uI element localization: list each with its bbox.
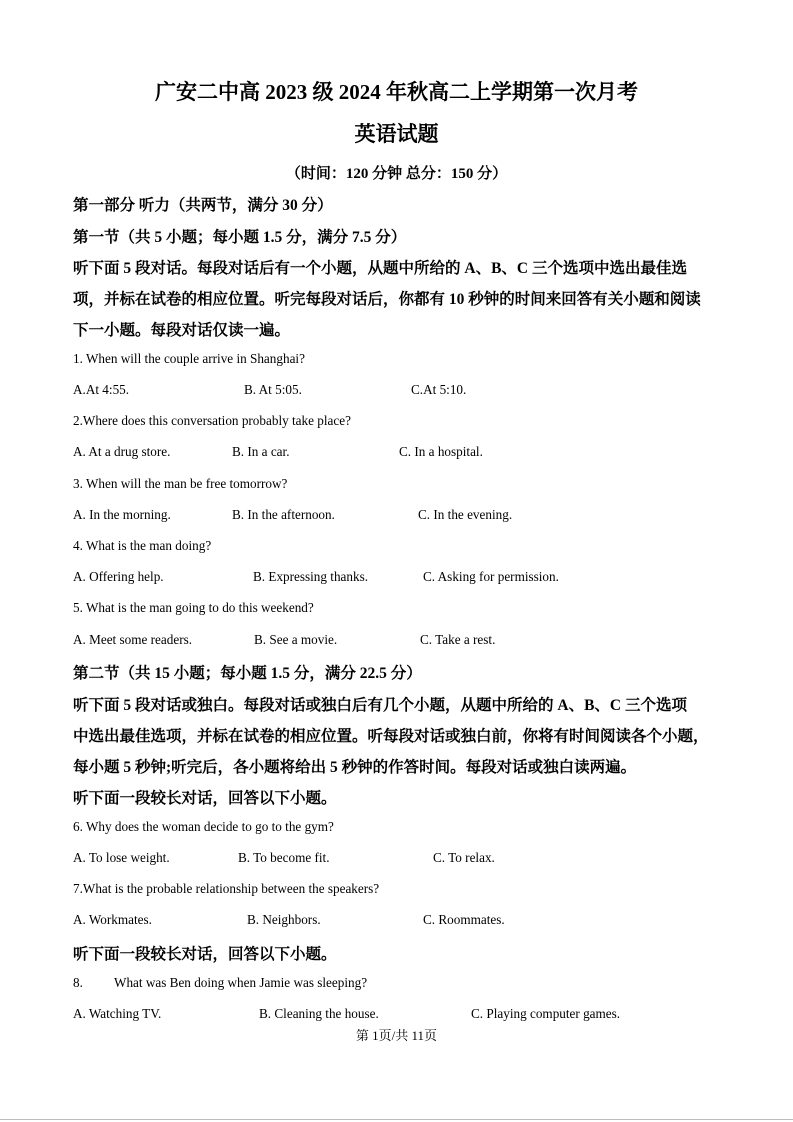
q6-option-b: B. To become fit. bbox=[238, 850, 330, 865]
q7-option-c: C. Roommates. bbox=[423, 912, 505, 927]
q1-option-b: B. At 5:05. bbox=[244, 382, 302, 397]
listen-prompt: 听下面一段较长对话，回答以下小题。 bbox=[73, 946, 337, 963]
section2-instruction-line: 中选出最佳选项，并标在试卷的相应位置。听每段对话或独白前，你将有时间阅读各个小题， bbox=[73, 728, 709, 745]
question-8: What was Ben doing when Jamie was sleeping? bbox=[114, 975, 368, 990]
q7-option-b: B. Neighbors. bbox=[247, 912, 321, 927]
question-7: 7.What is the probable relationship between the speakers? bbox=[73, 881, 380, 896]
q2-option-c: C. In a hospital. bbox=[399, 444, 483, 459]
q1-option-c: C.At 5:10. bbox=[411, 382, 467, 397]
section2-heading: 第二节（共 15 小题；每小题 1.5 分，满分 22.5 分） bbox=[73, 665, 422, 682]
q6-option-a: A. To lose weight. bbox=[73, 850, 170, 865]
exam-subtitle: 英语试题 bbox=[354, 122, 439, 146]
q8-option-a: A. Watching TV. bbox=[73, 1006, 162, 1021]
question-6: 6. Why does the woman decide to go to the gym? bbox=[73, 819, 334, 834]
q7-option-a: A. Workmates. bbox=[73, 912, 152, 927]
q3-option-b: B. In the afternoon. bbox=[232, 507, 335, 522]
q3-option-a: A. In the morning. bbox=[73, 507, 171, 522]
q2-option-b: B. In a car. bbox=[232, 444, 290, 459]
question-4: 4. What is the man doing? bbox=[73, 538, 212, 553]
exam-info: （时间：120 分钟 总分：150 分） bbox=[285, 166, 508, 182]
q4-option-b: B. Expressing thanks. bbox=[253, 569, 369, 584]
q5-option-b: B. See a movie. bbox=[254, 632, 338, 647]
question-5: 5. What is the man going to do this weekend? bbox=[73, 600, 314, 615]
q5-option-a: A. Meet some readers. bbox=[73, 632, 193, 647]
page-number: 第 1页/共 11页 bbox=[355, 1028, 438, 1043]
page-bottom-divider bbox=[0, 1119, 793, 1120]
q8-option-b: B. Cleaning the house. bbox=[259, 1006, 379, 1021]
q2-option-a: A. At a drug store. bbox=[73, 444, 171, 459]
q8-option-c: C. Playing computer games. bbox=[471, 1006, 621, 1021]
exam-title: 广安二中高 2023 级 2024 年秋高二上学期第一次月考 bbox=[155, 80, 638, 104]
section2-instruction-line: 每小题 5 秒钟;听完后，各小题将给出 5 秒钟的作答时间。每段对话或独白读两遍。 bbox=[73, 759, 637, 776]
section1-instruction-line: 下一小题。每段对话仅读一遍。 bbox=[73, 322, 291, 339]
q1-option-a: A.At 4:55. bbox=[73, 382, 130, 397]
question-1: 1. When will the couple arrive in Shanghai? bbox=[73, 351, 305, 366]
question-8-number: 8. bbox=[73, 975, 83, 990]
q6-option-c: C. To relax. bbox=[433, 850, 495, 865]
section1-heading: 第一节（共 5 小题；每小题 1.5 分，满分 7.5 分） bbox=[73, 229, 407, 246]
question-2: 2.Where does this conversation probably take place? bbox=[73, 413, 351, 428]
q4-option-a: A. Offering help. bbox=[73, 569, 164, 584]
q5-option-c: C. Take a rest. bbox=[420, 632, 496, 647]
question-3: 3. When will the man be free tomorrow? bbox=[73, 476, 288, 491]
part1-heading: 第一部分 听力（共两节，满分 30 分） bbox=[73, 197, 333, 214]
q3-option-c: C. In the evening. bbox=[418, 507, 513, 522]
section1-instruction-line: 项，并标在试卷的相应位置。听完每段对话后，你都有 10 秒钟的时间来回答有关小题和阅读 bbox=[73, 291, 701, 308]
section2-instruction-line: 听下面 5 段对话或独白。每段对话或独白后有几个小题，从题中所给的 A、B、C 三个选项 bbox=[73, 697, 687, 714]
section1-instruction-line: 听下面 5 段对话。每段对话后有一个小题，从题中所给的 A、B、C 三个选项中选出最佳选 bbox=[73, 260, 687, 277]
q4-option-c: C. Asking for permission. bbox=[423, 569, 559, 584]
listen-prompt: 听下面一段较长对话，回答以下小题。 bbox=[73, 790, 337, 807]
